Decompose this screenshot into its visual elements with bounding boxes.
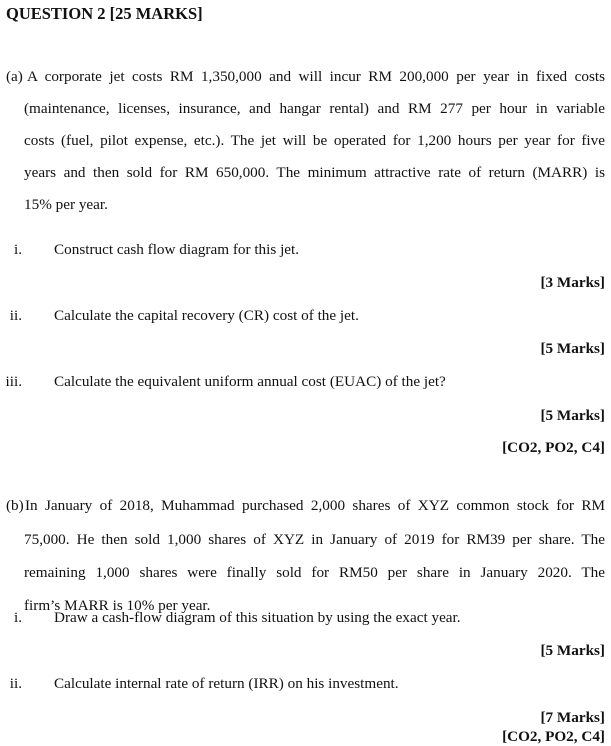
part-a-item-ii-marks: [5 Marks] <box>540 340 605 357</box>
part-a-line-5: 15% per year. <box>24 196 108 213</box>
part-b-line-4: firm’s MARR is 10% per year. <box>24 597 211 614</box>
part-a-line-3: costs (fuel, pilot expense, etc.). The jet will be operated for 1,200 hours per year for five <box>24 132 605 149</box>
part-a-line-4: years and then sold for RM 650,000. The minimum attractive rate of return (MARR) is <box>24 164 605 181</box>
part-b-item-ii-number: ii. <box>9 675 22 692</box>
part-b-line-2: 75,000. He then sold 1,000 shares of XYZ in January of 2019 for RM39 per share. The <box>24 531 605 548</box>
part-b-line-3: remaining 1,000 shares were finally sold for RM50 per share in January 2020. The <box>24 564 605 581</box>
part-a-item-ii-text: Calculate the capital recovery (CR) cost of the jet. <box>54 307 359 324</box>
part-b-label: (b) <box>6 497 24 514</box>
part-b-item-i-number: i. <box>13 609 22 626</box>
part-a-item-iii-marks: [5 Marks] <box>540 407 605 424</box>
question-title: QUESTION 2 [25 MARKS] <box>6 4 203 23</box>
part-a-course-outcomes: [CO2, PO2, C4] <box>502 439 605 456</box>
part-a-line-1: A corporate jet costs RM 1,350,000 and will incur RM 200,000 per year in fixed costs <box>27 68 605 85</box>
part-a-item-i-text: Construct cash flow diagram for this jet. <box>54 241 300 258</box>
part-b-item-ii-text: Calculate internal rate of return (IRR) on his investment. <box>54 675 399 692</box>
part-a-label: (a) <box>6 68 23 85</box>
part-a-line-2: (maintenance, licenses, insurance, and hangar rental) and RM 277 per hour in variable <box>24 100 605 117</box>
part-b-line-1: In January of 2018, Muhammad purchased 2,000 shares of XYZ common stock for RM <box>25 497 605 514</box>
part-b-course-outcomes: [CO2, PO2, C4] <box>502 728 605 745</box>
part-b-item-i-marks: [5 Marks] <box>540 642 605 659</box>
part-a-item-ii-number: ii. <box>9 307 22 324</box>
part-b-item-i-text: Draw a cash-flow diagram of this situation by using the exact year. <box>54 609 461 626</box>
part-a-item-i-number: i. <box>13 241 22 258</box>
part-a-item-iii-number: iii. <box>5 373 22 390</box>
part-a-item-i-marks: [3 Marks] <box>540 274 605 291</box>
part-a-item-iii-text: Calculate the equivalent uniform annual cost (EUAC) of the jet? <box>54 373 446 390</box>
part-b-item-ii-marks: [7 Marks] <box>540 709 605 726</box>
